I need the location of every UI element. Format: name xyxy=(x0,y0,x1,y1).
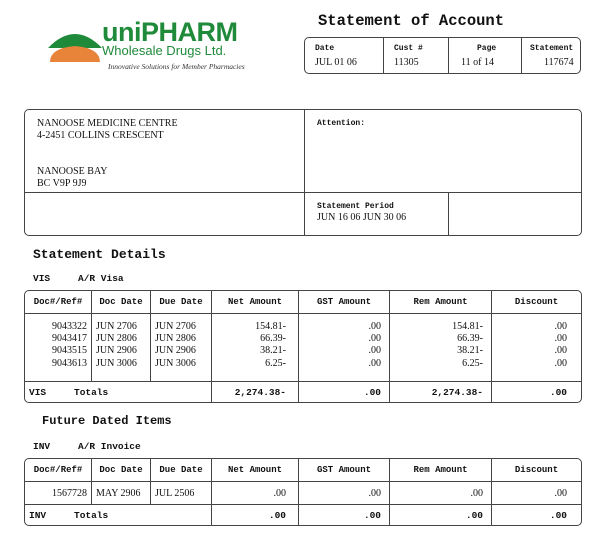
table-cell: 6.25- xyxy=(462,357,483,369)
totals-label xyxy=(74,504,212,525)
totals-discount: .00 xyxy=(492,381,581,402)
col-doc-ref: Doc#/Ref# xyxy=(25,291,92,314)
table-cell: .00 xyxy=(368,345,381,357)
logo-tagline: Innovative Solutions for Member Pharmacies xyxy=(108,62,245,71)
rem-amount-cells xyxy=(390,314,492,381)
table-cell: 9043515 xyxy=(52,345,87,357)
totals-net: 2,274.38- xyxy=(212,381,299,402)
col-gst-amount: GST Amount xyxy=(299,291,390,314)
doc-date-cells xyxy=(92,314,151,381)
future-type-code: INV xyxy=(33,441,51,452)
table-cell: JUL 2506 xyxy=(151,482,212,504)
page-value: 11 of 14 xyxy=(461,57,494,68)
date-cell xyxy=(305,38,384,73)
table-cell: 38.21- xyxy=(260,345,286,357)
table-cell: MAY 2906 xyxy=(92,482,151,504)
col-discount: Discount xyxy=(492,459,581,482)
table-cell: 38.21- xyxy=(457,345,483,357)
table-cell: .00 xyxy=(390,482,492,504)
col-rem-amount: Rem Amount xyxy=(390,459,492,482)
address-hdivider xyxy=(25,192,581,193)
totals-code: VIS xyxy=(25,381,92,402)
period-label: Statement Period xyxy=(317,202,394,211)
table-row xyxy=(25,482,581,504)
col-net-amount: Net Amount xyxy=(212,459,299,482)
table-cell: .00 xyxy=(554,321,567,332)
period-divider xyxy=(448,192,449,235)
col-doc-date: Doc Date xyxy=(92,459,151,482)
date-value: JUL 01 06 xyxy=(315,57,357,68)
statement-cell xyxy=(522,38,580,73)
page-label: Page xyxy=(477,44,497,53)
details-body-row xyxy=(25,314,581,381)
col-due-date: Due Date xyxy=(151,459,212,482)
address-line-3: NANOOSE BAY xyxy=(37,166,108,177)
col-rem-amount: Rem Amount xyxy=(390,291,492,314)
table-cell: JUN 3006 xyxy=(155,357,196,369)
future-type-name: A/R Invoice xyxy=(78,441,141,452)
table-cell: 154.81- xyxy=(255,321,286,332)
details-header-row xyxy=(25,291,581,314)
details-type-name: A/R Visa xyxy=(78,273,124,284)
col-doc-date: Doc Date xyxy=(92,291,151,314)
table-cell: .00 xyxy=(368,333,381,345)
future-header-row xyxy=(25,459,581,482)
col-net-amount: Net Amount xyxy=(212,291,299,314)
table-cell: JUN 2806 xyxy=(96,333,137,345)
table-cell: JUN 2906 xyxy=(155,345,196,357)
table-cell: 6.25- xyxy=(265,357,286,369)
cust-value: 11305 xyxy=(394,57,419,68)
table-cell: .00 xyxy=(368,321,381,332)
net-amount-cells xyxy=(212,314,299,381)
col-discount: Discount xyxy=(492,291,581,314)
address-line-4: BC V9P 9J9 xyxy=(37,178,87,189)
details-type-code: VIS xyxy=(33,273,51,284)
attention-label: Attention: xyxy=(317,119,366,128)
totals-label xyxy=(74,381,212,402)
totals-gst: .00 xyxy=(299,504,390,525)
table-cell: .00 xyxy=(554,357,567,369)
table-cell: JUN 2906 xyxy=(96,345,137,357)
gst-amount-cells xyxy=(299,314,390,381)
statement-label: Statement xyxy=(530,44,574,53)
table-cell: JUN 3006 xyxy=(96,357,137,369)
totals-gst: .00 xyxy=(299,381,390,402)
totals-rem: .00 xyxy=(390,504,492,525)
logo-subtitle: Wholesale Drugs Ltd. xyxy=(102,43,227,58)
col-gst-amount: GST Amount xyxy=(299,459,390,482)
address-line-1: NANOOSE MEDICINE CENTRE xyxy=(37,118,178,129)
table-cell: 66.39- xyxy=(457,333,483,345)
col-doc-ref: Doc#/Ref# xyxy=(25,459,92,482)
page-title: Statement of Account xyxy=(318,12,505,30)
details-title: Statement Details xyxy=(33,247,166,262)
cust-label: Cust # xyxy=(394,44,423,53)
cust-cell xyxy=(384,38,449,73)
table-cell: JUN 2706 xyxy=(96,321,137,332)
page-cell xyxy=(449,38,522,73)
table-cell: .00 xyxy=(554,333,567,345)
totals-rem: 2,274.38- xyxy=(390,381,492,402)
table-cell: .00 xyxy=(554,345,567,357)
table-cell: JUN 2806 xyxy=(155,333,196,345)
table-cell: .00 xyxy=(368,357,381,369)
totals-label-text: Totals xyxy=(74,386,109,398)
period-value: JUN 16 06 JUN 30 06 xyxy=(317,212,407,223)
totals-net: .00 xyxy=(212,504,299,525)
table-cell: .00 xyxy=(299,482,390,504)
statement-header-box xyxy=(304,37,581,74)
doc-ref-cells xyxy=(25,314,92,381)
table-cell: 66.39- xyxy=(260,333,286,345)
totals-label-text: Totals xyxy=(74,509,109,521)
table-cell: .00 xyxy=(212,482,299,504)
date-label: Date xyxy=(315,44,335,53)
logo-mark-icon xyxy=(46,26,104,62)
details-table xyxy=(24,290,582,403)
table-cell: 1567728 xyxy=(25,482,92,504)
future-totals-row xyxy=(25,504,581,525)
table-cell: 9043322 xyxy=(52,321,87,332)
totals-code: INV xyxy=(25,504,92,525)
future-title: Future Dated Items xyxy=(42,414,172,428)
due-date-cells xyxy=(151,314,212,381)
address-divider xyxy=(304,110,305,235)
table-cell: .00 xyxy=(554,487,567,499)
address-line-2: 4-2451 COLLINS CRESCENT xyxy=(37,130,164,141)
table-cell: 9043417 xyxy=(52,333,87,345)
totals-discount: .00 xyxy=(492,504,581,525)
statement-value: 117674 xyxy=(544,57,574,68)
logo-brand: uniPHARM xyxy=(102,17,238,47)
table-cell: JUN 2706 xyxy=(155,321,196,332)
company-logo xyxy=(46,17,276,74)
details-totals-row xyxy=(25,381,581,402)
table-cell: 154.81- xyxy=(452,321,483,332)
address-box xyxy=(24,109,582,236)
table-cell: 9043613 xyxy=(52,357,87,369)
future-table xyxy=(24,458,582,526)
discount-cells xyxy=(492,314,581,381)
col-due-date: Due Date xyxy=(151,291,212,314)
